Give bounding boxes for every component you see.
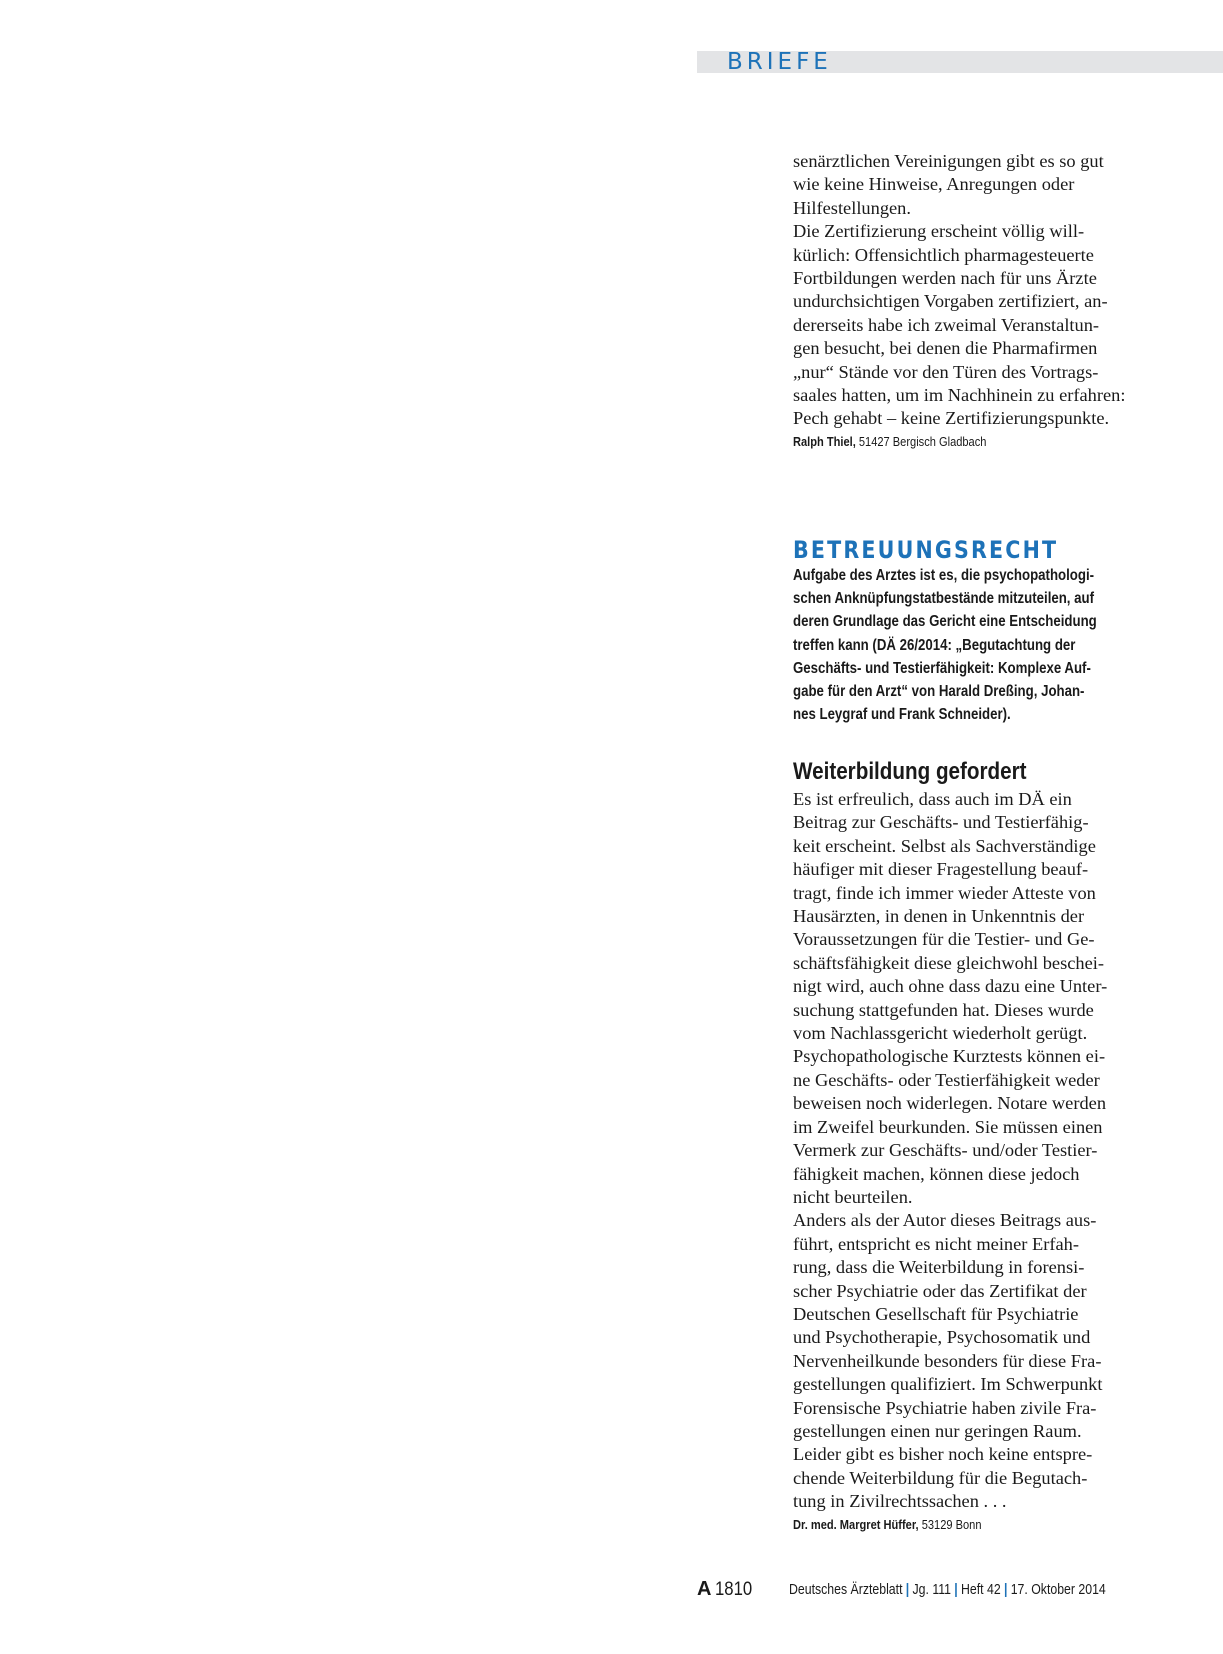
text-line: chende Weiterbildung für die Begutach- [793,1467,1088,1488]
issue-date: 17. Oktober 2014 [1010,1581,1106,1598]
text-line: Pech gehabt – keine Zertifizierungspunkte. [793,408,1110,429]
text-line: nes Leygraf und Frank Schneider). [793,706,1011,724]
text-line: schäftsfähigkeit diese gleichwohl beschei- [793,952,1104,973]
text-line: saales hatten, um im Nachhinein zu erfahren: [793,385,1126,406]
letter-1-signature [793,434,1083,450]
letter-1-place: 51427 Bergisch Gladbach [855,434,987,449]
text-line: im Zweifel beurkunden. Sie müssen einen [793,1116,1103,1137]
text-line: und Psychotherapie, Psychosomatik und [793,1327,1091,1348]
text-line: senärztlichen Vereinigungen gibt es so gut [793,151,1104,171]
text-line: Leider gibt es bisher noch keine entspre- [793,1444,1093,1465]
text-line: treffen kann (DÄ 26/2014: „Begutachtung der [793,636,1076,654]
text-line: gen besucht, bei denen die Pharmafirmen [793,338,1098,359]
page-number: 1810 [715,1579,753,1600]
text-line: beweisen noch widerlegen. Notare werden [793,1093,1107,1114]
text-line: „nur“ Stände vor den Türen des Vortrags- [793,361,1099,382]
letter-2-place: 53129 Bonn [918,1517,982,1532]
letter-1-body [793,150,1126,431]
text-line: suchung stattgefunden hat. Dieses wurde [793,999,1094,1020]
text-line: dererseits habe ich zweimal Veranstaltun- [793,314,1100,335]
text-line: kürlich: Offensichtlich pharmagesteuerte [793,244,1094,265]
text-line: Geschäfts- und Testierfähigkeit: Komplexe Auf- [793,659,1091,677]
text-line: deren Grundlage das Gericht eine Entscheidung [793,613,1097,631]
text-line: führt, entspricht es nicht meiner Erfah- [793,1233,1079,1254]
journal-issue: Heft 42 [961,1581,1001,1598]
text-line: undurchsichtigen Vorgaben zertifiziert, an- [793,291,1108,312]
letter-2-body [793,788,1123,1514]
text-line: tragt, finde ich immer wieder Atteste von [793,882,1096,903]
journal-volume: Jg. 111 [912,1581,952,1598]
letter-1-author: Ralph Thiel, [793,434,856,449]
text-line: rung, dass die Weiterbildung in forensi- [793,1257,1085,1278]
text-line: gestellungen qualifiziert. Im Schwerpunkt [793,1374,1103,1395]
text-line: gestellungen einen nur geringen Raum. [793,1420,1082,1441]
text-line: nicht beurteilen. [793,1186,913,1207]
text-line: Fortbildungen werden nach für uns Ärzte [793,268,1097,289]
journal-name: Deutsches Ärzteblatt [789,1581,903,1598]
text-line: Hausärzten, in denen in Unkenntnis der [793,906,1085,927]
page-prefix: A [697,1578,712,1600]
text-line: häufiger mit dieser Fragestellung beauf- [793,859,1089,880]
text-line: wie keine Hinweise, Anregungen oder [793,174,1075,195]
text-line: Es ist erfreulich, dass auch im DÄ ein [793,789,1072,809]
text-line: Psychopathologische Kurztests können ei- [793,1046,1106,1067]
text-line: Forensische Psychiatrie haben zivile Fra- [793,1397,1097,1418]
text-line: nigt wird, auch ohne dass dazu eine Unter- [793,976,1108,997]
footer-separator: | [1003,1581,1008,1598]
text-line: keit erscheint. Selbst als Sachverständige [793,835,1096,856]
section-lead [793,564,1123,726]
text-line: Voraussetzungen für die Testier- und Ge- [793,929,1095,950]
letter-2-headline: Weiterbildung gefordert [793,758,1027,785]
footer-separator: | [954,1581,958,1598]
letter-1 [793,150,1126,450]
text-line: Beitrag zur Geschäfts- und Testierfähig- [793,812,1089,833]
text-line: Aufgabe des Arztes ist es, die psychopathologi- [793,567,1095,584]
section-title: BETREUUNGSRECHT [793,536,1059,564]
text-line: tung in Zivilrechtssachen . . . [793,1491,1007,1512]
text-line: schen Anknüpfungstatbestände mitzuteilen, auf [793,590,1095,608]
text-line: Anders als der Autor dieses Beitrags aus- [793,1210,1097,1231]
text-line: scher Psychiatrie oder das Zertifikat der [793,1280,1087,1301]
footer-separator: | [905,1581,910,1598]
text-line: Die Zertifizierung erscheint völlig will- [793,221,1085,242]
text-line: Vermerk zur Geschäfts- und/oder Testier- [793,1140,1098,1161]
text-line: vom Nachlassgericht wiederholt gerügt. [793,1023,1088,1044]
letter-2 [793,758,1123,1533]
letter-2-author: Dr. med. Margret Hüffer, [793,1517,919,1532]
text-line: Nervenheilkunde besonders für diese Fra- [793,1350,1102,1371]
text-line: Hilfestellungen. [793,197,911,218]
text-line: fähigkeit machen, können diese jedoch [793,1163,1080,1184]
text-line: Deutschen Gesellschaft für Psychiatrie [793,1303,1079,1324]
page-footer [697,1578,1127,1604]
letter-2-signature [793,1517,1083,1533]
text-line: gabe für den Arzt“ von Harald Dreßing, Johan- [793,683,1085,701]
section-header-label: BRIEFE [727,49,832,75]
footer-info [789,1581,1106,1598]
text-line: ne Geschäfts- oder Testierfähigkeit weder [793,1069,1100,1090]
section-block [793,536,1123,726]
